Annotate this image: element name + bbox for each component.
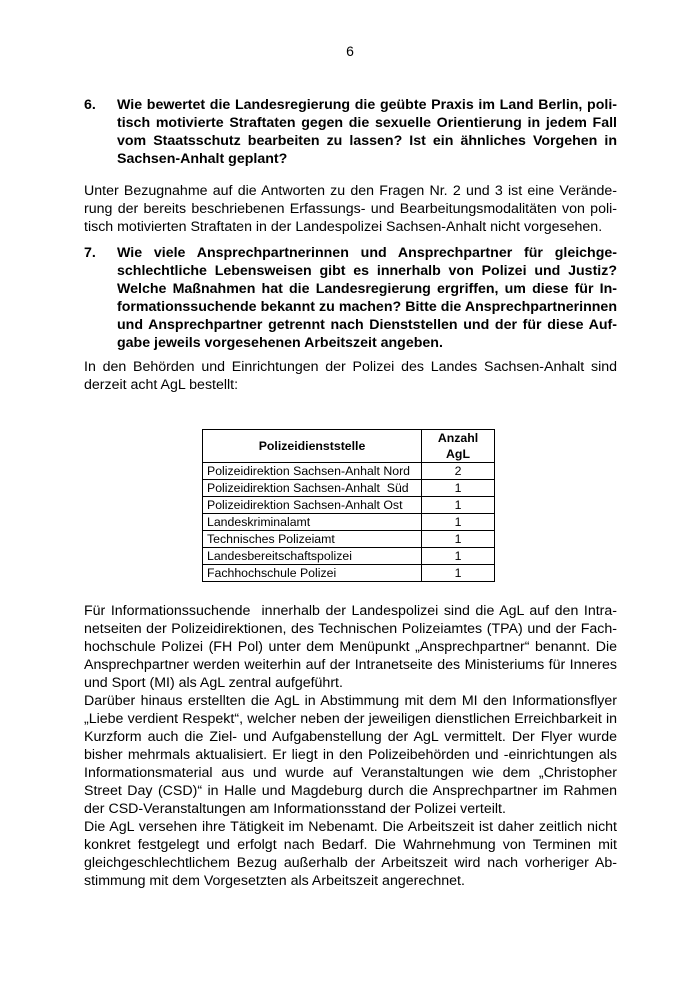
question-line: gabe jeweils vorgesehenen Arbeitszeit angeben. [117, 335, 443, 351]
table-row [203, 480, 495, 497]
answer-7-intro [84, 358, 617, 394]
answer-line: konkret festgelegt und erfolgt nach Bedarf. Die Wahrnehmung von Terminen mit [84, 837, 617, 853]
answer-line: tisch motivierten Straftaten in der Landespolizei Sachsen-Anhalt nicht vorgesehen. [84, 219, 603, 235]
table-row [203, 463, 495, 480]
question-line: und Ansprechpartner getrennt nach Dienststellen und der für diese Auf- [117, 317, 617, 333]
answer-line: Kurzform auch die Ziel- und Aufgabenstellung der AgL vermittelt. Der Flyer wurde [84, 729, 617, 745]
question-line: Welche Maßnahmen hat die Landesregierung ergriffen, um diese für In- [117, 281, 617, 297]
table-row [203, 497, 495, 514]
table-cell-count: 1 [422, 514, 495, 531]
table-header-row [203, 430, 495, 463]
table-row [203, 565, 495, 582]
table-cell-count: 1 [422, 548, 495, 565]
column-header: Anzahl AgL [422, 430, 495, 463]
answer-line: Ansprechpartner werden weiterhin auf der Intranetseite des Ministeriums für Inneres [84, 657, 617, 673]
answer-line: bisher mehrmals aktualisiert. Er liegt in den Polizeibehörden und -einrichtungen als [84, 747, 617, 763]
column-header: Polizeidienststelle [203, 430, 422, 463]
table-cell-count: 1 [422, 497, 495, 514]
question-line: Wie viele Ansprechpartnerinnen und Ansprechpartner für gleichge- [117, 245, 617, 261]
question-7 [84, 244, 617, 352]
question-line: formationssuchende bekannt zu machen? Bitte die Ansprechpartnerinnen [117, 299, 617, 315]
table-cell-name: Polizeidirektion Sachsen-Anhalt Nord [203, 463, 422, 480]
question-6 [84, 96, 617, 168]
answer-line: Informationsmaterial aus und wurde auf Veranstaltungen wie dem „Christopher [84, 765, 617, 781]
table-cell-count: 1 [422, 531, 495, 548]
answer-7-body [84, 602, 617, 890]
answer-line: In den Behörden und Einrichtungen der Polizei des Landes Sachsen-Anhalt sind [84, 359, 617, 375]
answer-line: netseiten der Polizeidirektionen, des Technischen Polizeiamtes (TPA) und der Fach- [84, 621, 617, 637]
table-cell-name: Polizeidirektion Sachsen-Anhalt Ost [203, 497, 422, 514]
page-number: 6 [346, 43, 354, 59]
table-cell-count: 1 [422, 480, 495, 497]
answer-line: Für Informationssuchende innerhalb der Landespolizei sind die AgL auf den Intra- [84, 603, 617, 619]
question-line: tisch motivierte Straftaten gegen die sexuelle Orientierung in jedem Fall [117, 115, 617, 131]
question-line: Wie bewertet die Landesregierung die geübte Praxis im Land Berlin, poli- [117, 97, 617, 113]
table-row [203, 548, 495, 565]
answer-line: stimmung mit dem Vorgesetzten als Arbeitszeit angerechnet. [84, 873, 465, 889]
question-line: schlechtliche Lebensweisen gibt es innerhalb von Polizei und Justiz? [117, 263, 617, 279]
table-cell-name: Landesbereitschaftspolizei [203, 548, 422, 565]
answer-line: Street Day (CSD)“ in Halle und Magdeburg durch die Ansprechpartner im Rahmen [84, 783, 617, 799]
answer-line: „Liebe verdient Respekt“, welcher neben der jeweiligen dienstlichen Erreichbarkeit in [84, 711, 617, 727]
answer-line: Unter Bezugnahme auf die Antworten zu den Fragen Nr. 2 und 3 ist eine Verände- [84, 183, 617, 199]
table-row [203, 531, 495, 548]
table-cell-count: 2 [422, 463, 495, 480]
table-cell-name: Technisches Polizeiamt [203, 531, 422, 548]
answer-line: gleichgeschlechtlichem Bezug außerhalb der Arbeitszeit wird nach vorheriger Ab- [84, 855, 617, 871]
question-line: Sachsen-Anhalt geplant? [117, 151, 288, 167]
answer-line: rung der bereits beschriebenen Erfassungs- und Bearbeitungsmodalitäten von poli- [84, 201, 617, 217]
question-number: 7. [84, 245, 96, 261]
answer-line: der CSD-Veranstaltungen am Informationsstand der Polizei verteilt. [84, 801, 506, 817]
table-cell-name: Landeskriminalamt [203, 514, 422, 531]
answer-6 [84, 182, 617, 236]
answer-line: Darüber hinaus erstellten die AgL in Abstimmung mit dem MI den Informationsflyer [84, 693, 617, 709]
table-cell-name: Fachhochschule Polizei [203, 565, 422, 582]
answer-line: hochschule Polizei (FH Pol) unter dem Menüpunkt „Ansprechpartner“ benannt. Die [84, 639, 617, 655]
answer-line: und Sport (MI) als AgL zentral aufgeführt. [84, 675, 343, 691]
answer-line: Die AgL versehen ihre Tätigkeit im Nebenamt. Die Arbeitszeit ist daher zeitlich nicht [84, 819, 617, 835]
question-number: 6. [84, 97, 96, 113]
answer-line: derzeit acht AgL bestellt: [84, 377, 239, 393]
table-cell-count: 1 [422, 565, 495, 582]
table-cell-name: Polizeidirektion Sachsen-Anhalt Süd [203, 480, 422, 497]
agl-table [202, 429, 495, 582]
question-line: vom Staatsschutz bearbeiten zu lassen? Ist ein ähnliches Vorgehen in [117, 133, 617, 149]
table-row [203, 514, 495, 531]
